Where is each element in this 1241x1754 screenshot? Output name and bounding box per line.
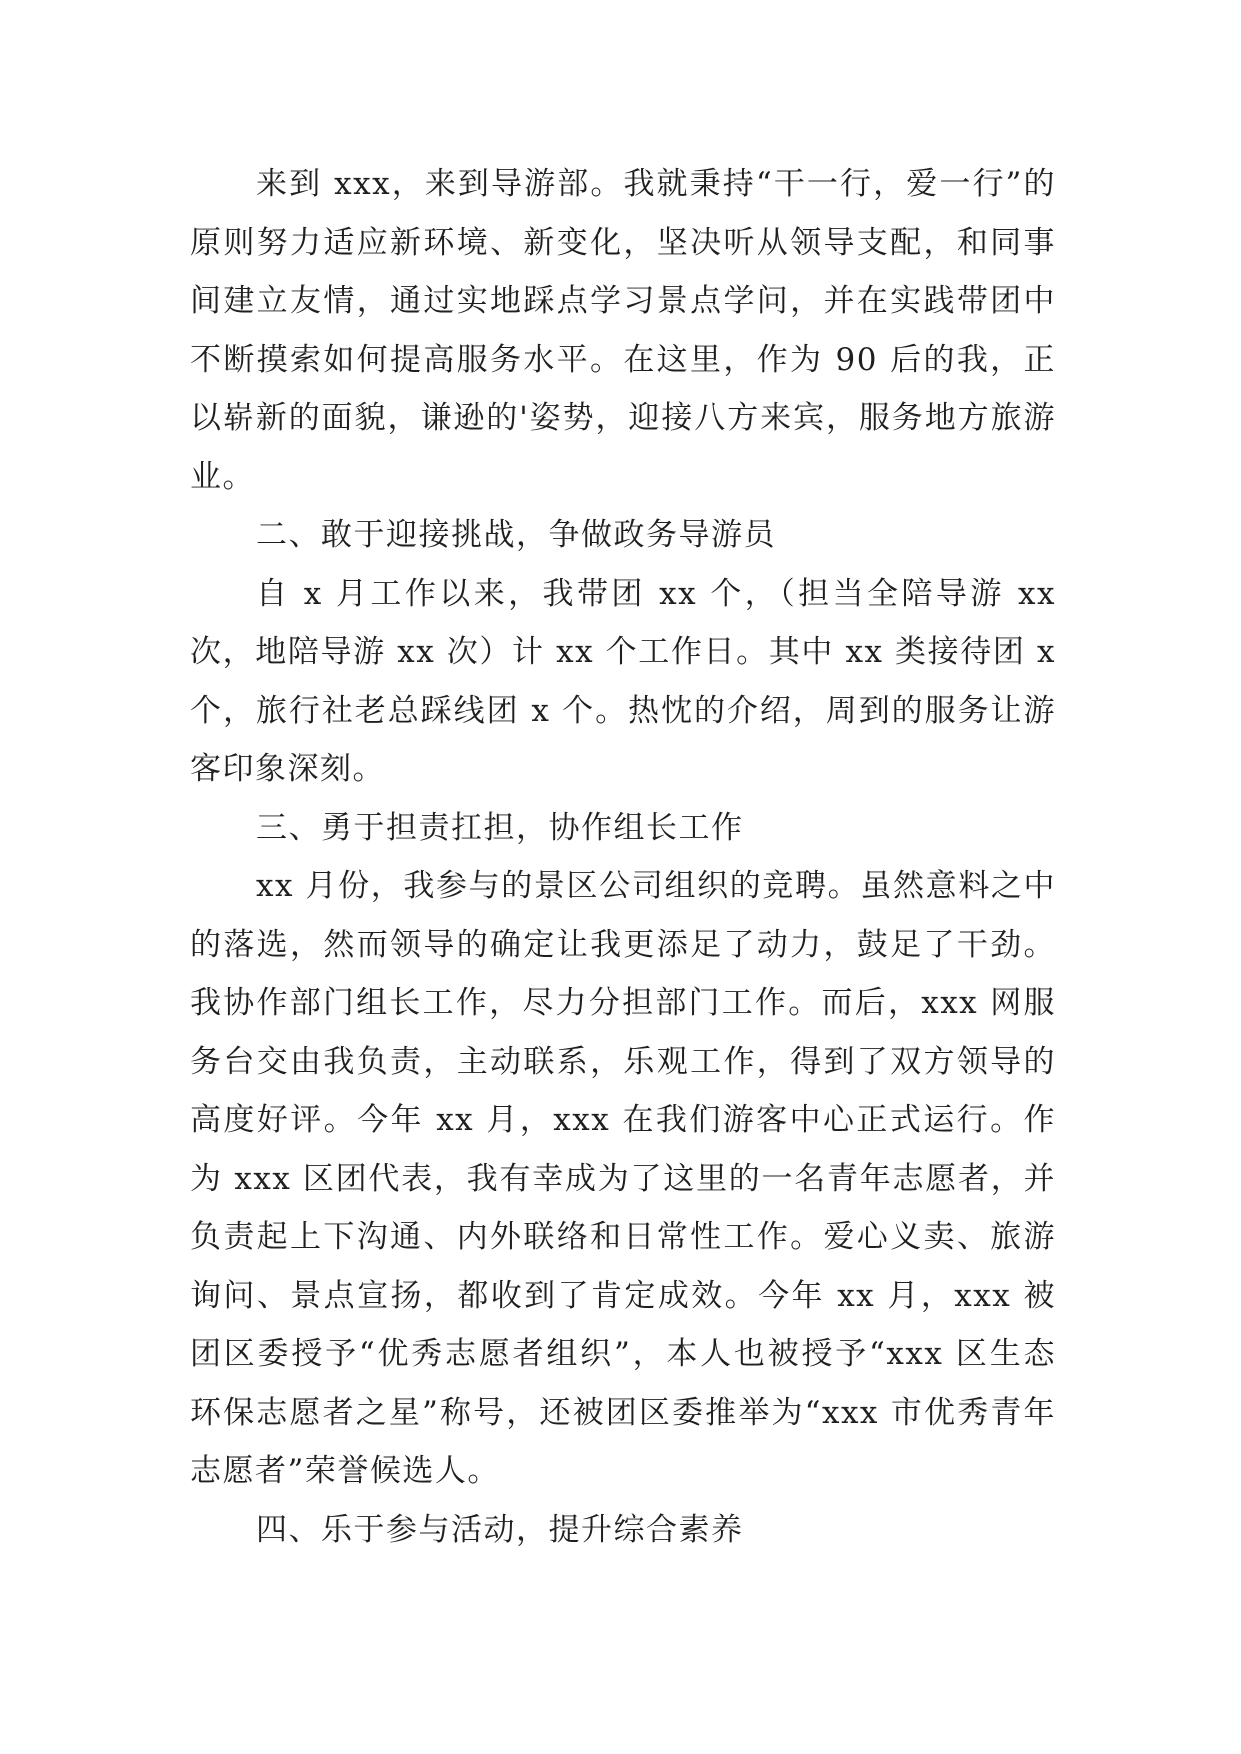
section-heading-4: 四、乐于参与活动，提升综合素养 bbox=[256, 1511, 744, 1548]
document-body bbox=[190, 155, 1056, 1559]
paragraph-section-3: xx 月份，我参与的景区公司组织的竞聘。虽然意料之中的落选，然而领导的确定让我更添足了动力，鼓足了干劲。我协作部门组长工作，尽力分担部门工作。而后，xxx 网服务台交由我负责，主动联系，乐观工作，得到了双方领导的高度好评。今年 xx 月，xxx 在我们游客中心正式运行。作为 xxx 区团代表，我有幸成为了这里的一名青年志愿者，并负责起上下沟通、内外联络和日常性工作。爱心义卖、旅游询问、景点宣扬，都收到了肯定成效。今年 xx 月，xxx 被团区委授予“优秀志愿者组织”，本人也被授予“xxx 区生态环保志愿者之星”称号，还被团区委推举为“xxx 市优秀青年志愿者”荣誉候选人。 bbox=[190, 868, 1056, 1489]
section-heading-3: 三、勇于担责扛担，协作组长工作 bbox=[256, 809, 744, 846]
paragraph-intro: 来到 xxx，来到导游部。我就秉持“干一行，爱一行”的原则努力适应新环境、新变化，坚决听从领导支配，和同事间建立友情，通过实地踩点学习景点学问，并在实践带团中不断摸索如何提高服务水平。在这里，作为 90 后的我，正以崭新的面貌，谦逊的'姿势，迎接八方来宾，服务地方旅游业。 bbox=[190, 166, 1056, 495]
paragraph-section-2: 自 x 月工作以来，我带团 xx 个，（担当全陪导游 xx 次，地陪导游 xx 次）计 xx 个工作日。其中 xx 类接待团 x 个，旅行社老总踩线团 x 个。热忱的介绍，周到的服务让游客印象深刻。 bbox=[190, 575, 1056, 787]
section-heading-2: 二、敢于迎接挑战，争做政务导游员 bbox=[256, 517, 776, 553]
